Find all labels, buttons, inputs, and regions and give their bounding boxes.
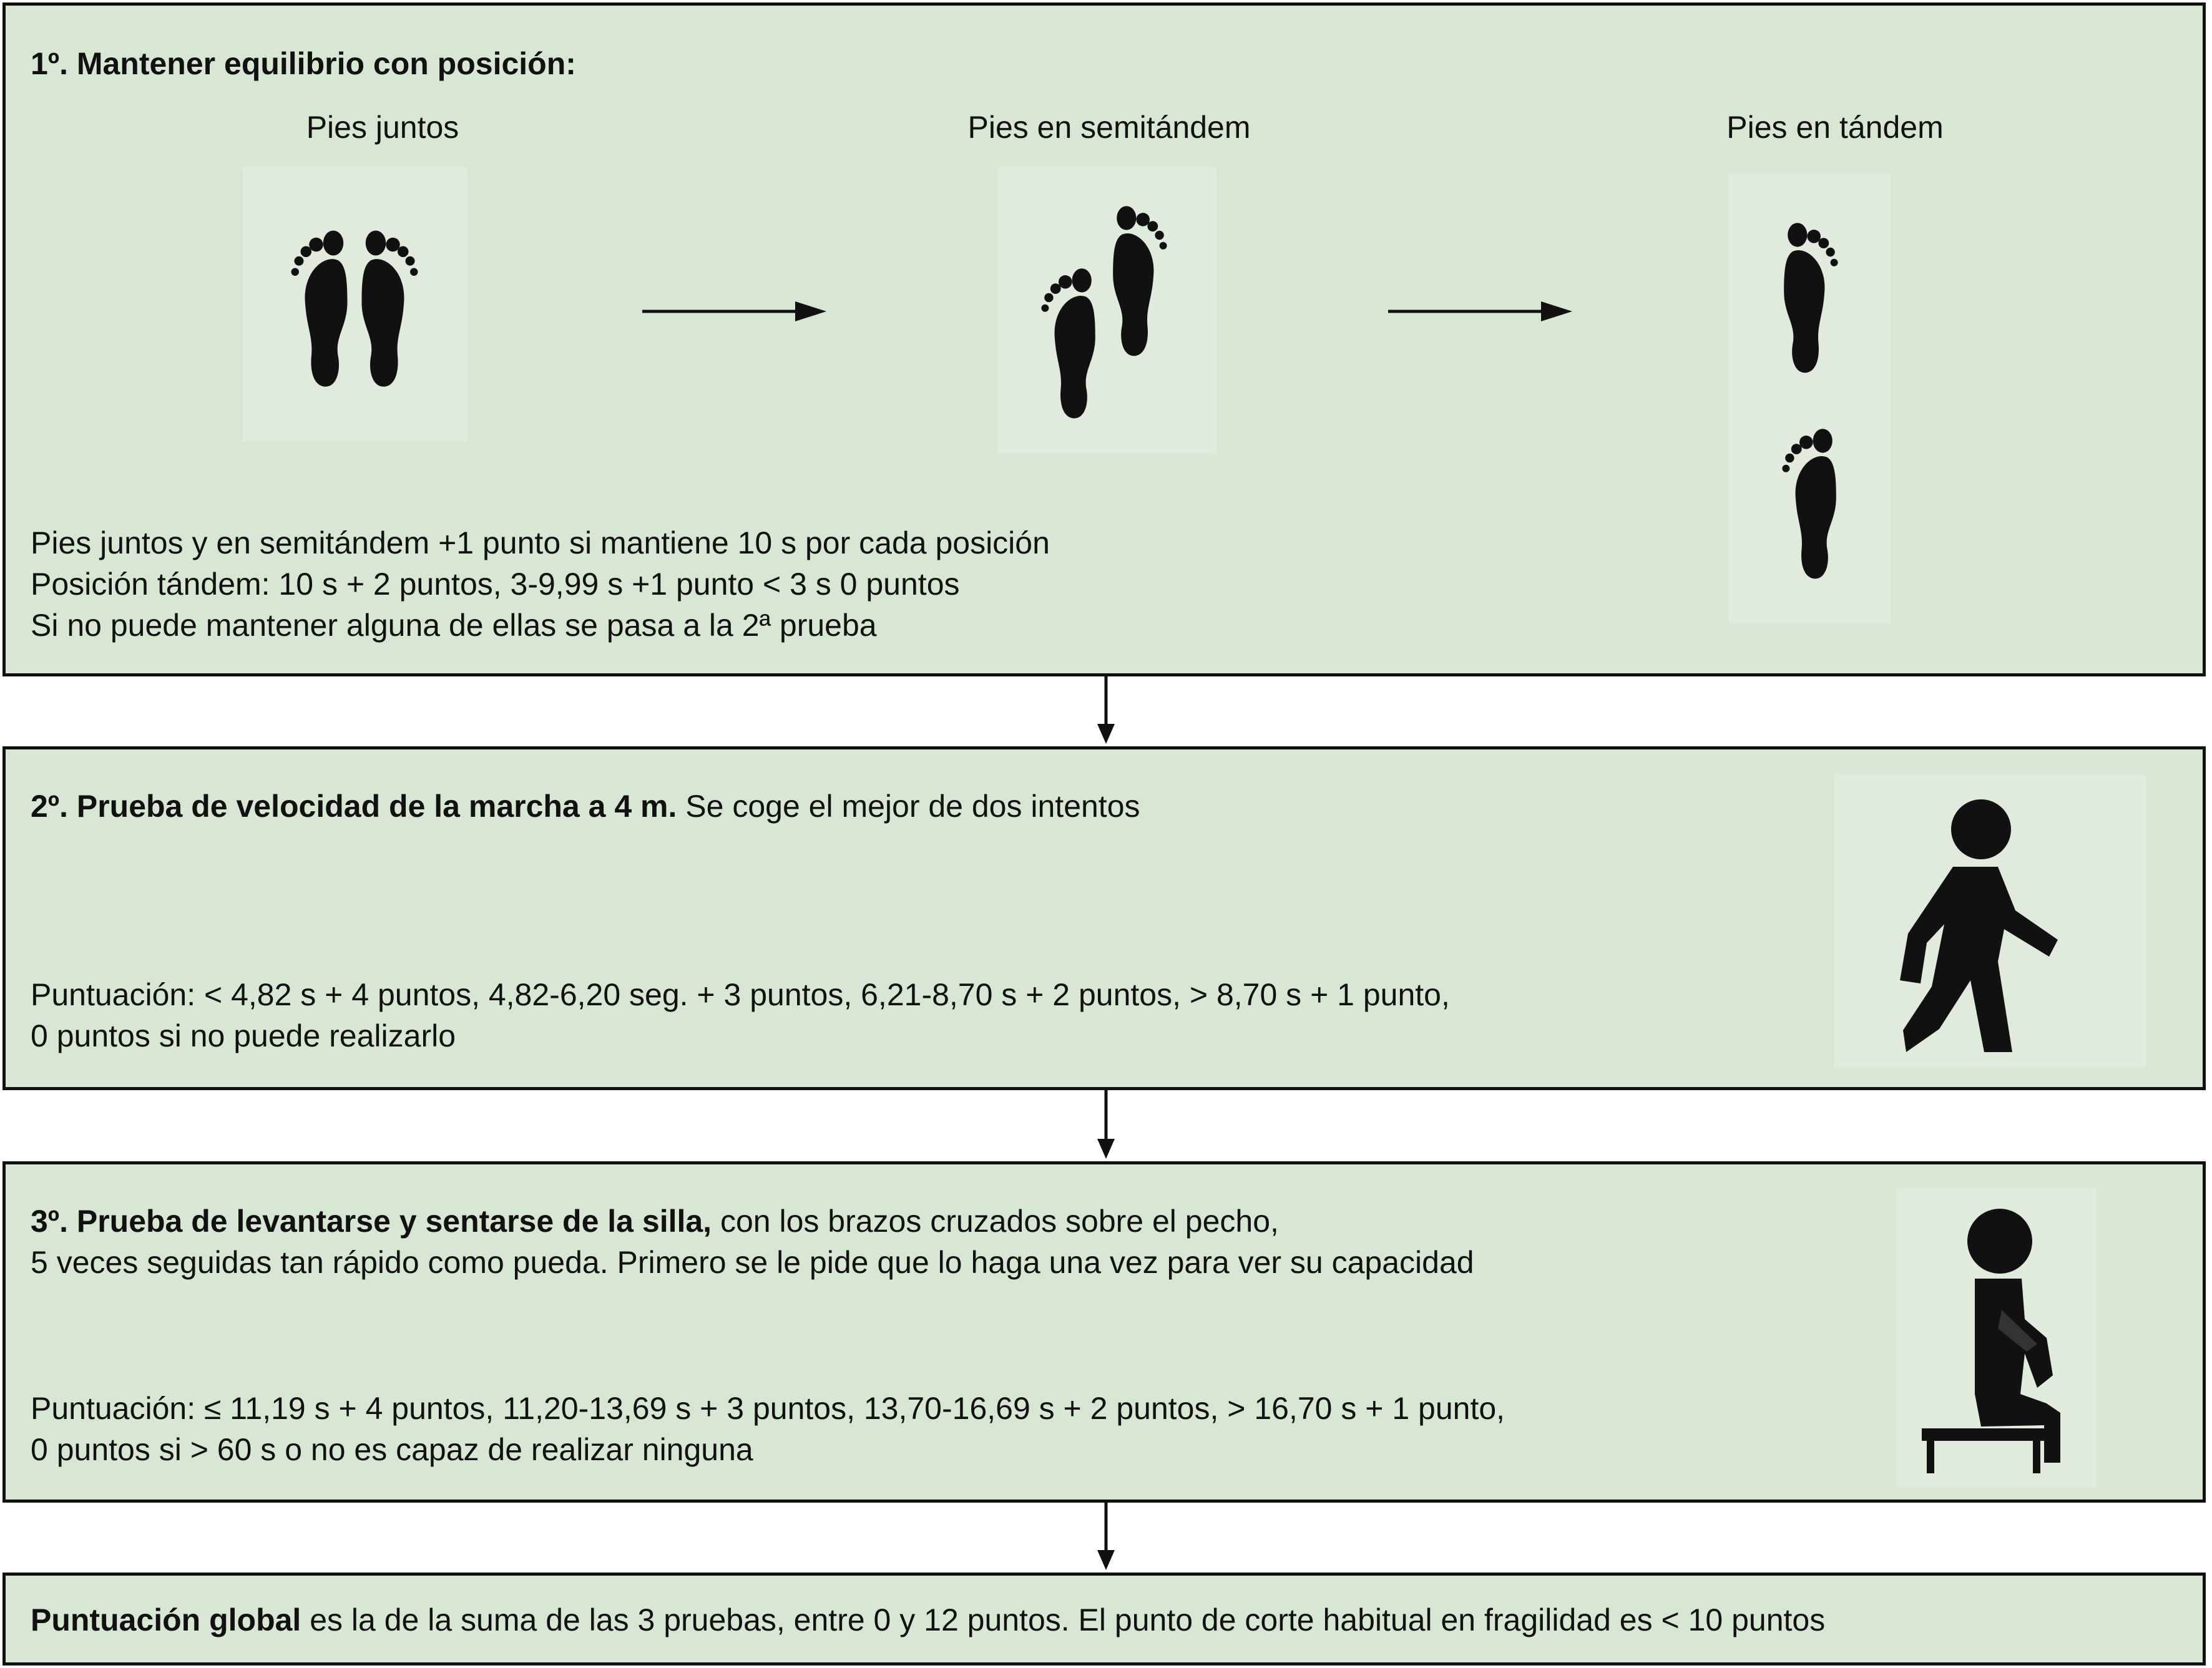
arrow-down-icon-2 xyxy=(1094,1090,1118,1161)
arrow-down-icon-3 xyxy=(1094,1503,1118,1573)
step2-title-rest: Se coge el mejor de dos intentos xyxy=(677,789,1140,824)
position-label-semitandem: Pies en semitándem xyxy=(967,110,1251,145)
feet-together-icon xyxy=(243,167,467,441)
step3-line-2: 0 puntos si > 60 s o no es capaz de realizar ninguna xyxy=(31,1432,753,1467)
step3-line-intro: 5 veces seguidas tan rápido como pueda. Primero se le pide que lo haga una vez para ver su capacidad xyxy=(31,1245,1474,1280)
seated-person-icon xyxy=(1897,1188,2097,1488)
arrow-right-icon xyxy=(642,299,830,324)
step2-line-1: Puntuación: < 4,82 s + 4 puntos, 4,82-6,20 seg. + 3 puntos, 6,21-8,70 s + 2 puntos, > 8,70 s + 1 punto, xyxy=(31,977,1450,1012)
arrow-down-icon xyxy=(1094,676,1118,746)
step2-panel xyxy=(2,746,2206,1090)
summary-rest: es la de la suma de las 3 pruebas, entre 0 y 12 puntos. El punto de corte habitual en fragilidad es < 10 puntos xyxy=(301,1602,1826,1637)
summary-bold: Puntuación global xyxy=(31,1602,301,1637)
step1-line-1: Pies juntos y en semitándem +1 punto si mantiene 10 s por cada posición xyxy=(31,525,1050,560)
step3-title xyxy=(31,1201,1279,1242)
step3-title-bold: 3º. Prueba de levantarse y sentarse de la silla, xyxy=(31,1204,712,1239)
step2-title-bold: 2º. Prueba de velocidad de la marcha a 4 m. xyxy=(31,789,677,824)
step2-title xyxy=(31,786,1140,827)
step1-panel xyxy=(2,2,2206,676)
position-label-together: Pies juntos xyxy=(306,110,459,145)
position-label-tandem: Pies en tándem xyxy=(1726,110,1944,145)
step3-panel xyxy=(2,1161,2206,1503)
step3-title-rest: con los brazos cruzados sobre el pecho, xyxy=(712,1204,1279,1239)
feet-tandem-icon xyxy=(1728,174,1891,623)
summary-panel xyxy=(2,1573,2206,1666)
summary-text xyxy=(31,1599,1825,1641)
step1-line-2: Posición tándem: 10 s + 2 puntos, 3-9,99 s +1 punto < 3 s 0 puntos xyxy=(31,567,960,602)
walking-person-icon xyxy=(1834,774,2146,1068)
feet-semitandem-icon xyxy=(998,167,1216,454)
step1-line-3: Si no puede mantener alguna de ellas se pasa a la 2ª prueba xyxy=(31,608,877,643)
step2-line-2: 0 puntos si no puede realizarlo xyxy=(31,1018,456,1053)
step3-line-1: Puntuación: ≤ 11,19 s + 4 puntos, 11,20-13,69 s + 3 puntos, 13,70-16,69 s + 2 puntos, > 16,70 s + 1 punto, xyxy=(31,1391,1505,1426)
arrow-right-icon-2 xyxy=(1388,299,1575,324)
step1-title: 1º. Mantener equilibrio con posición: xyxy=(31,46,576,81)
